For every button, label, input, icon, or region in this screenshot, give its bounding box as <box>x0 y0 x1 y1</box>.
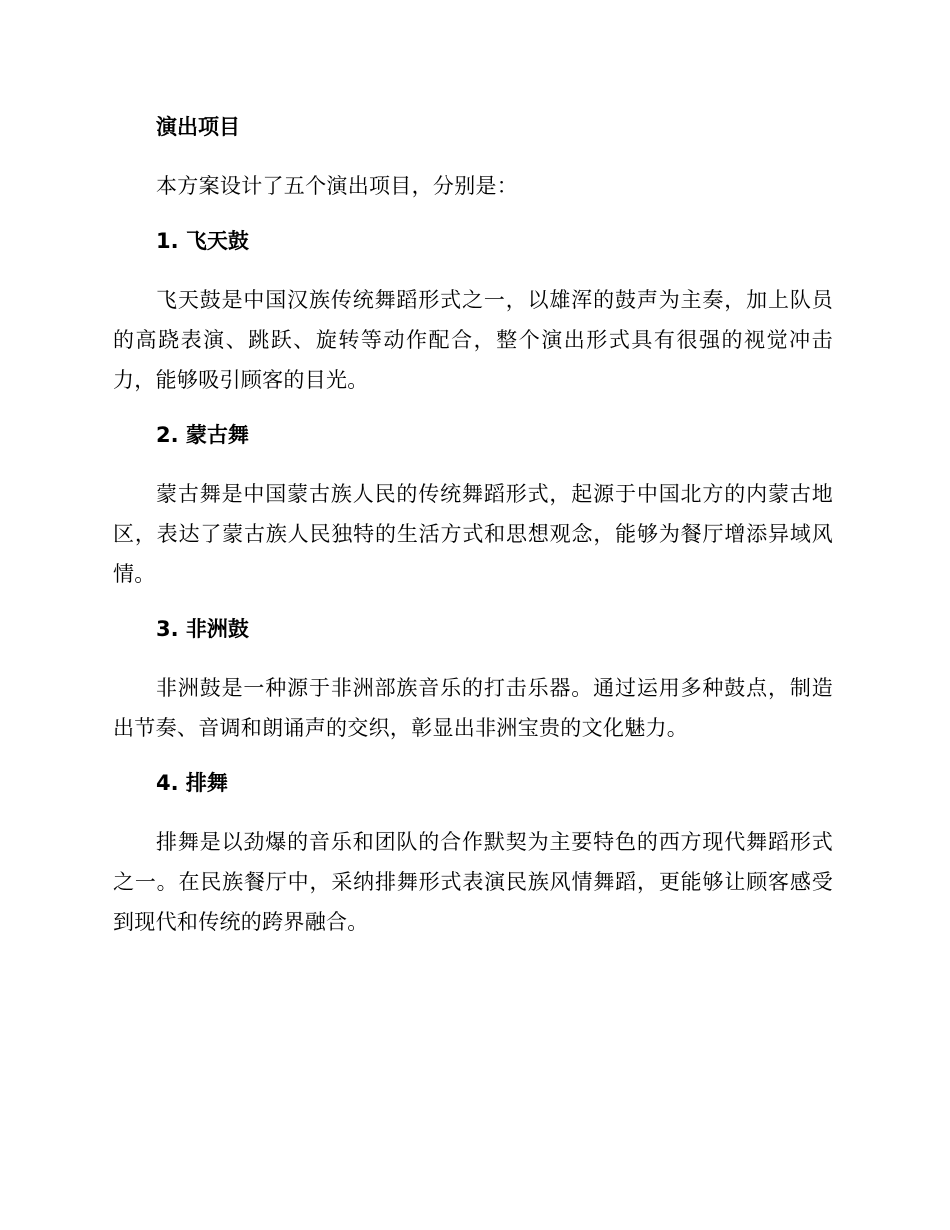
section-heading-feizhougu: 3. 非洲鼓 <box>156 617 249 641</box>
section-body-menggu: 蒙古舞是中国蒙古族人民的传统舞蹈形式，起源于中国北方的内蒙古地区，表达了蒙古族人民独特的生活方式和思想观念，能够为餐厅增添异域风情。 <box>113 482 833 586</box>
section-body-paiwu: 排舞是以劲爆的音乐和团队的合作默契为主要特色的西方现代舞蹈形式之一。在民族餐厅中，采纳排舞形式表演民族风情舞蹈，更能够让顾客感受到现代和传统的跨界融合。 <box>113 830 833 934</box>
section-heading-menggu: 2. 蒙古舞 <box>156 423 249 447</box>
section-body-feitiangu: 飞天鼓是中国汉族传统舞蹈形式之一，以雄浑的鼓声为主奏，加上队员的高跷表演、跳跃、旋转等动作配合，整个演出形式具有很强的视觉冲击力，能够吸引顾客的目光。 <box>113 288 833 392</box>
section-heading-paiwu: 4. 排舞 <box>156 771 228 795</box>
section-title: 演出项目 <box>156 115 240 139</box>
section-body-feizhougu: 非洲鼓是一种源于非洲部族音乐的打击乐器。通过运用多种鼓点，制造出节奏、音调和朗诵声的交织，彰显出非洲宝贵的文化魅力。 <box>113 676 833 740</box>
section-heading-feitiangu: 1. 飞天鼓 <box>156 229 249 253</box>
intro-paragraph: 本方案设计了五个演出项目，分别是： <box>156 174 519 198</box>
document-content <box>113 110 833 960</box>
